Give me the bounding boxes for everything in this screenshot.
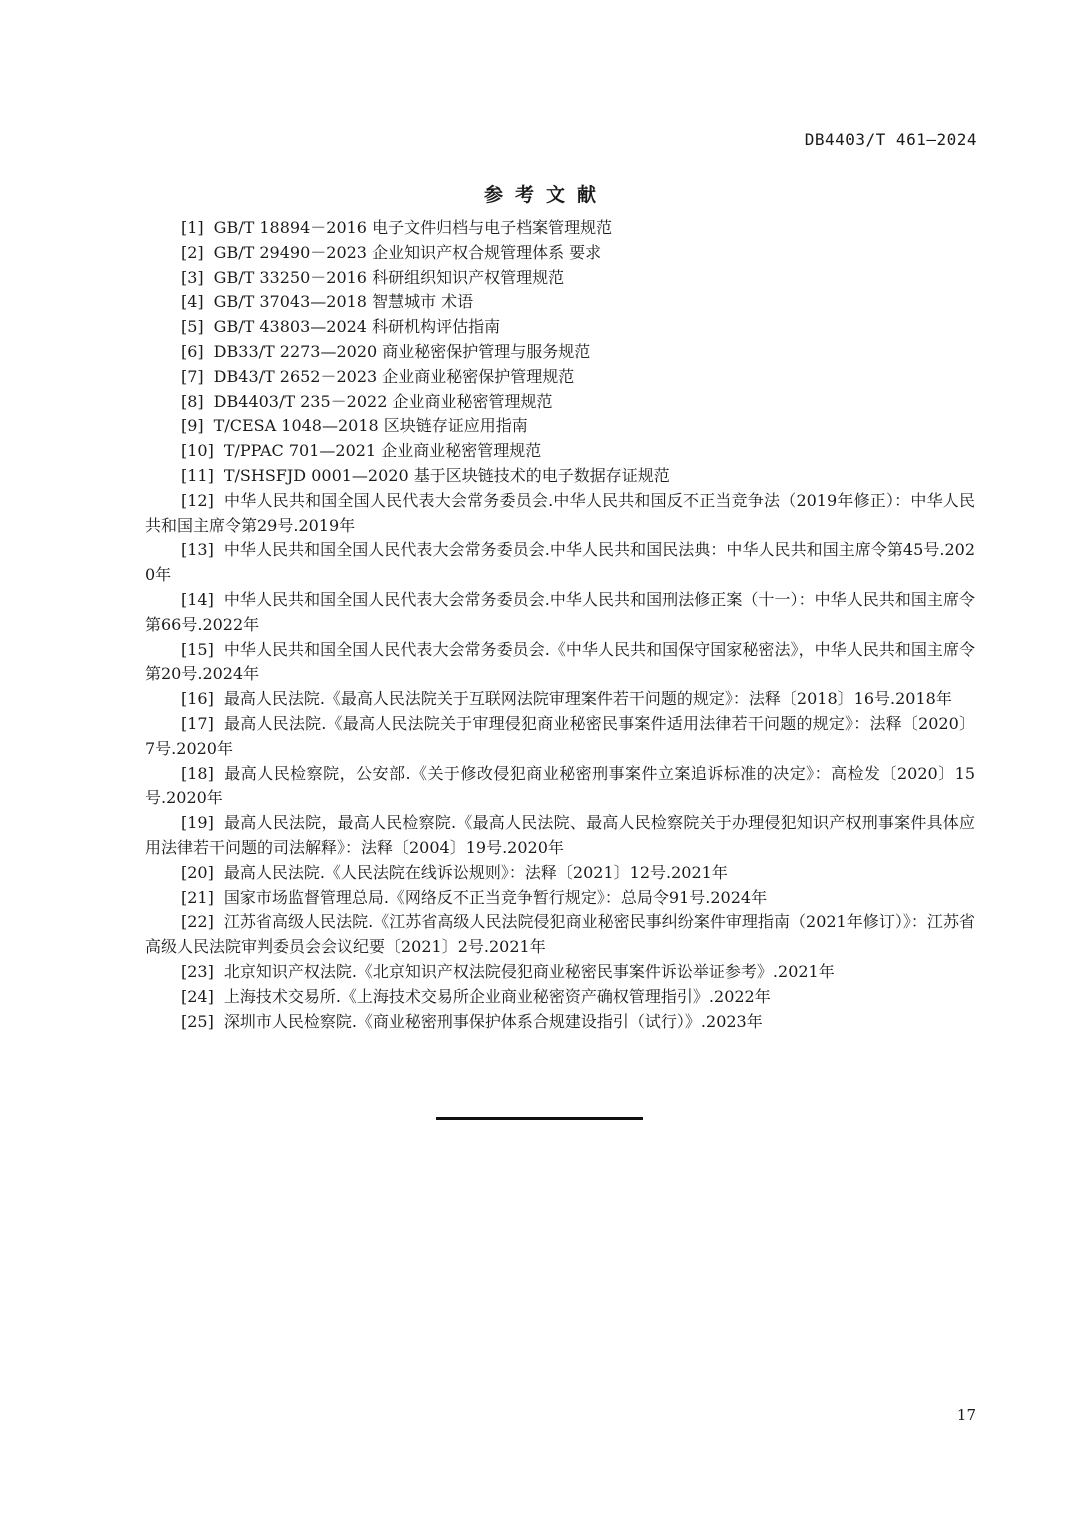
reference-number: [2]: [181, 242, 204, 262]
reference-text: 国家市场监督管理总局.《网络反不正当竞争暂行规定》：总局令91号.2024年: [223, 887, 768, 907]
reference-number: [23]: [181, 961, 214, 981]
reference-text: 上海技术交易所.《上海技术交易所企业商业秘密资产确权管理指引》.2022年: [223, 986, 771, 1006]
reference-item: [145, 216, 975, 241]
reference-text: 最高人民法院.《人民法院在线诉讼规则》：法释〔2021〕12号.2021年: [223, 862, 728, 882]
reference-number: [8]: [181, 391, 204, 411]
reference-item: [145, 365, 975, 390]
reference-item: [145, 390, 975, 415]
reference-item: [145, 861, 975, 886]
reference-item: [145, 266, 975, 291]
page-number: 17: [956, 1406, 976, 1424]
reference-number: [16]: [181, 689, 214, 709]
reference-item: [145, 985, 975, 1010]
reference-number: [25]: [181, 1011, 214, 1031]
reference-text: GB/T 37043—2018 智慧城市 术语: [213, 292, 474, 312]
reference-number: [20]: [181, 862, 214, 882]
reference-text: 最高人民法院.《最高人民法院关于审理侵犯商业秘密民事案件适用法律若干问题的规定》：法释〔2020〕7号.2020年: [145, 713, 975, 758]
reference-text: GB/T 29490－2023 企业知识产权合规管理体系 要求: [213, 242, 602, 262]
reference-item: [145, 340, 975, 365]
reference-item: [145, 638, 975, 688]
reference-text: 最高人民法院，最高人民检察院.《最高人民法院、最高人民检察院关于办理侵犯知识产权刑事案件具体应用法律若干问题的司法解释》：法释〔2004〕19号.2020年: [145, 813, 975, 857]
reference-item: [145, 439, 975, 464]
reference-number: [12]: [181, 490, 214, 510]
reference-number: [15]: [181, 639, 214, 659]
reference-text: 中华人民共和国全国人民代表大会常务委员会.《中华人民共和国保守国家秘密法》，中华人民共和国主席令第20号.2024年: [145, 639, 975, 684]
reference-list: [145, 216, 975, 1034]
reference-item: [145, 910, 975, 960]
reference-number: [4]: [181, 292, 204, 312]
document-code: DB4403/T 461—2024: [804, 130, 977, 149]
reference-item: [145, 762, 975, 812]
reference-text: GB/T 43803—2024 科研机构评估指南: [213, 317, 501, 337]
reference-text: GB/T 33250－2016 科研组织知识产权管理规范: [213, 267, 565, 287]
reference-number: [22]: [181, 912, 214, 932]
reference-item: [145, 290, 975, 315]
reference-number: [10]: [181, 441, 214, 461]
reference-item: [145, 886, 975, 911]
reference-number: [14]: [181, 589, 214, 609]
reference-text: DB4403/T 235－2022 企业商业秘密管理规范: [213, 391, 553, 411]
end-rule: [436, 1117, 643, 1120]
reference-number: [5]: [181, 317, 204, 337]
reference-item: [145, 1010, 975, 1035]
reference-item: [145, 414, 975, 439]
reference-text: 中华人民共和国全国人民代表大会常务委员会.中华人民共和国民法典：中华人民共和国主席令第45号.2020年: [145, 540, 975, 585]
reference-text: GB/T 18894－2016 电子文件归档与电子档案管理规范: [213, 218, 613, 237]
reference-number: [3]: [181, 267, 204, 287]
reference-number: [17]: [181, 713, 214, 733]
reference-item: [145, 811, 975, 861]
reference-text: 中华人民共和国全国人民代表大会常务委员会.中华人民共和国反不正当竞争法（2019年修正）：中华人民共和国主席令第29号.2019年: [145, 490, 975, 535]
reference-item: [145, 538, 975, 588]
reference-item: [145, 960, 975, 985]
reference-number: [11]: [181, 465, 214, 485]
reference-text: 最高人民法院.《最高人民法院关于互联网法院审理案件若干问题的规定》：法释〔2018〕16号.2018年: [223, 689, 952, 709]
reference-text: 深圳市人民检察院.《商业秘密刑事保护体系合规建设指引（试行）》.2023年: [223, 1011, 763, 1031]
reference-text: 最高人民检察院，公安部.《关于修改侵犯商业秘密刑事案件立案追诉标准的决定》：高检发〔2020〕15号.2020年: [145, 763, 975, 808]
reference-number: [6]: [181, 341, 204, 361]
reference-number: [13]: [181, 540, 214, 560]
reference-text: 北京知识产权法院.《北京知识产权法院侵犯商业秘密民事案件诉讼举证参考》.2021年: [223, 961, 835, 981]
reference-item: [145, 315, 975, 340]
reference-number: [18]: [181, 763, 214, 783]
reference-text: DB33/T 2273—2020 商业秘密保护管理与服务规范: [213, 341, 591, 361]
reference-text: T/SHSFJD 0001—2020 基于区块链技术的电子数据存证规范: [223, 465, 670, 485]
reference-text: 中华人民共和国全国人民代表大会常务委员会.中华人民共和国刑法修正案（十一）：中华人民共和国主席令第66号.2022年: [145, 589, 975, 634]
reference-item: [145, 712, 975, 762]
reference-number: [9]: [181, 416, 204, 436]
reference-number: [19]: [181, 813, 214, 833]
reference-text: T/CESA 1048—2018 区块链存证应用指南: [213, 416, 528, 436]
reference-text: DB43/T 2652－2023 企业商业秘密保护管理规范: [213, 366, 575, 386]
reference-item: [145, 464, 975, 489]
reference-text: T/PPAC 701—2021 企业商业秘密管理规范: [223, 441, 542, 461]
reference-item: [145, 687, 975, 712]
reference-item: [145, 241, 975, 266]
reference-item: [145, 588, 975, 638]
reference-number: [1]: [181, 218, 204, 237]
reference-text: 江苏省高级人民法院.《江苏省高级人民法院侵犯商业秘密民事纠纷案件审理指南（2021年修订）》：江苏省高级人民法院审判委员会会议纪要〔2021〕2号.2021年: [145, 912, 975, 957]
reference-number: [7]: [181, 366, 204, 386]
reference-number: [24]: [181, 986, 214, 1006]
reference-number: [21]: [181, 887, 214, 907]
reference-item: [145, 489, 975, 539]
section-title: 参考文献: [483, 184, 608, 206]
